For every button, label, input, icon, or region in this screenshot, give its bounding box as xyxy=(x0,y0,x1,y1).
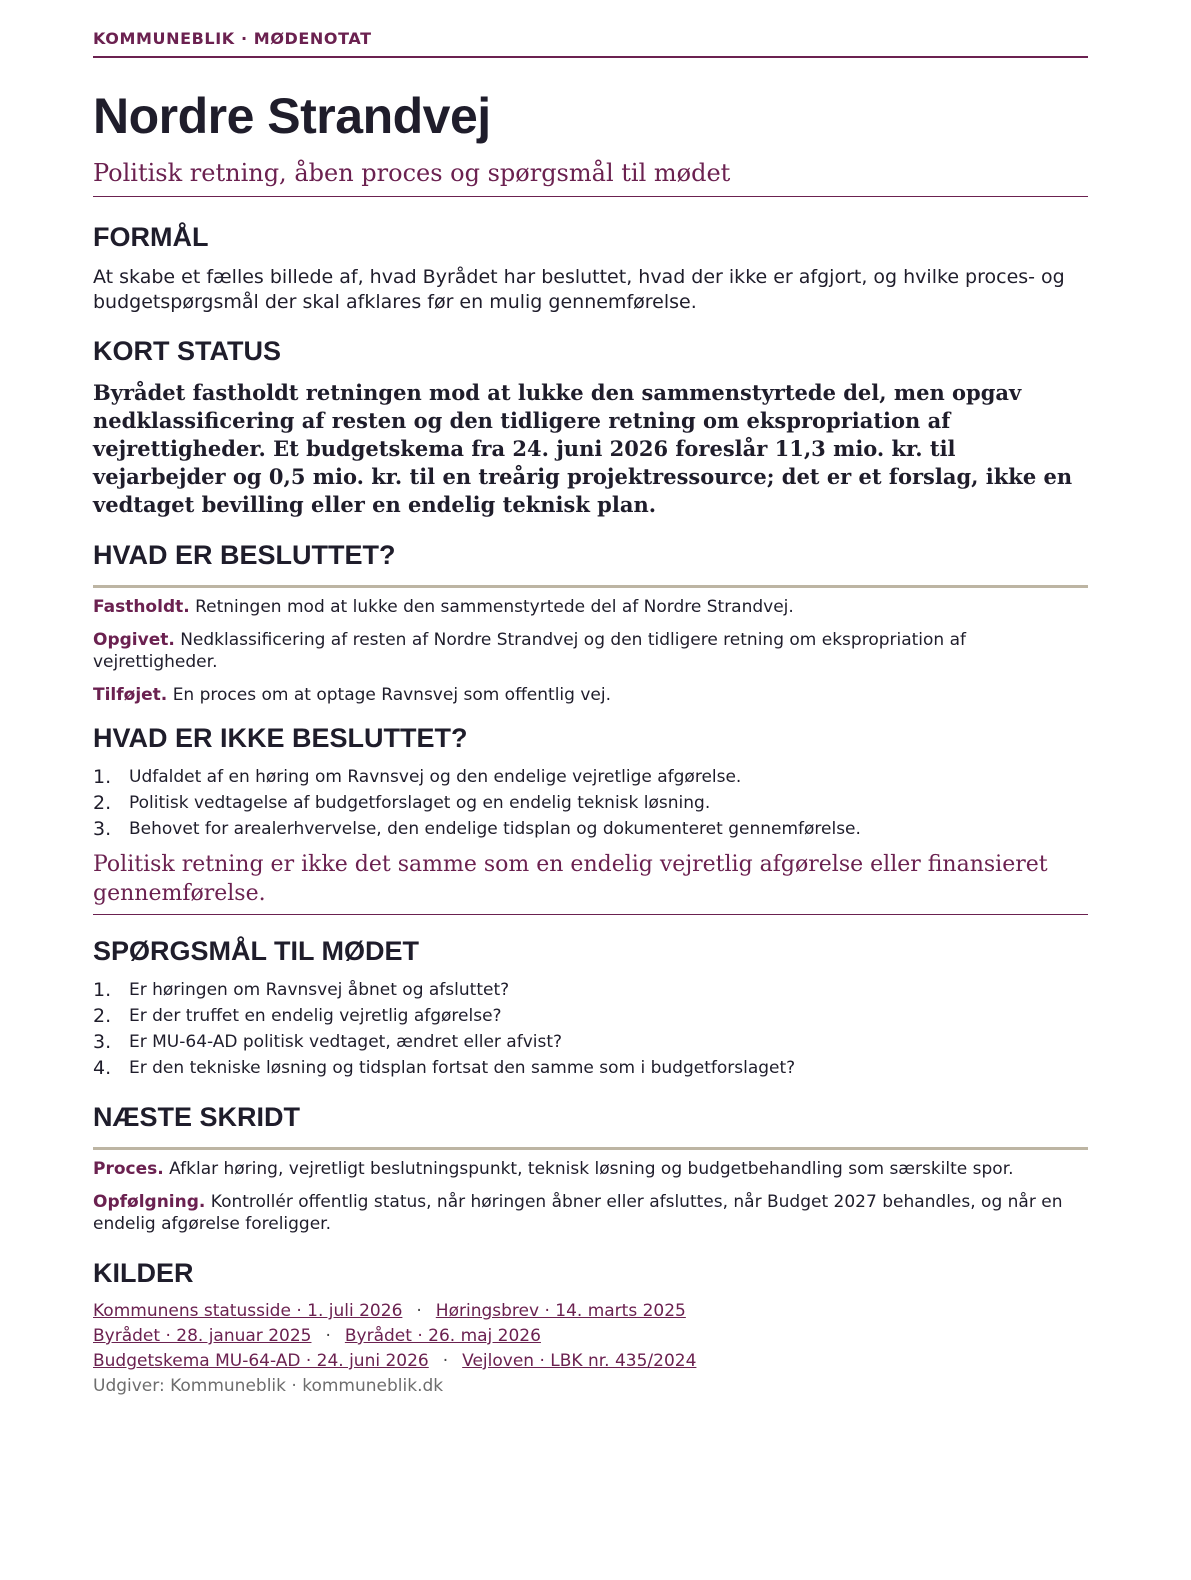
definition-item xyxy=(93,1191,1088,1235)
definition-term: Proces. xyxy=(93,1159,164,1179)
kicker: KOMMUNEBLIK · MØDENOTAT xyxy=(93,29,1088,58)
naeste-skridt-list xyxy=(93,1158,1088,1235)
list-item xyxy=(93,816,1088,842)
definition-item xyxy=(93,1158,1088,1180)
definition-term: Opfølgning. xyxy=(93,1192,206,1212)
source-line xyxy=(93,1299,1088,1324)
list-number: 3. xyxy=(93,1031,112,1053)
definition-text: Kontrollér offentlig status, når høringen åbner eller afsluttes, når Budget 2027 behandles, og når en endelig afgørelse foreligger. xyxy=(93,1192,1063,1234)
list-item xyxy=(93,1003,1088,1029)
source-link[interactable]: Byrådet · 26. maj 2026 xyxy=(344,1326,541,1346)
list-text: Er høringen om Ravnsvej åbnet og afsluttet? xyxy=(129,980,510,1000)
source-link[interactable]: Budgetskema MU-64-AD · 24. juni 2026 xyxy=(93,1351,429,1371)
status-text: Byrådet fastholdt retningen mod at lukke den sammenstyrtede del, men opgav nedklassificering af resten og den tidligere retning om ekspropriation af vejrettigheder. Et budgetskema fra 24. juni 2026 foreslår 11,3 mio. kr. til vejarbejder og 0,5 mio. kr. til en treårig projektressource; det er et forslag, ikke en vedtaget bevilling eller en endelig teknisk plan. xyxy=(93,380,1073,517)
section-heading-naeste-skridt: NÆSTE SKRIDT xyxy=(93,1101,1088,1150)
definition-item xyxy=(93,684,1088,706)
list-text: Udfaldet af en høring om Ravnsvej og den endelige vejretlige afgørelse. xyxy=(129,767,742,787)
list-text: Behovet for arealerhvervelse, den endelige tidsplan og dokumenteret gennemførelse. xyxy=(129,819,861,839)
source-link[interactable]: Vejloven · LBK nr. 435/2024 xyxy=(462,1351,697,1371)
list-text: Er den tekniske løsning og tidsplan fortsat den samme som i budgetforslaget? xyxy=(129,1058,796,1078)
section-heading-sporgsmaal: SPØRGSMÅL TIL MØDET xyxy=(93,936,420,966)
list-item xyxy=(93,764,1088,790)
page-subtitle: Politisk retning, åben proces og spørgsmål til mødet xyxy=(93,158,1088,197)
sporgsmaal-list xyxy=(93,977,1088,1081)
list-item xyxy=(93,977,1088,1003)
definition-text: Afklar høring, vejretligt beslutningspunkt, teknisk løsning og budgetbehandling som særskilte spor. xyxy=(169,1159,1014,1179)
list-number: 2. xyxy=(93,792,112,814)
source-line xyxy=(93,1349,1088,1374)
list-number: 4. xyxy=(93,1057,112,1079)
list-number: 1. xyxy=(93,766,112,788)
page-title: Nordre Strandvej xyxy=(93,88,491,144)
section-heading-ikke-besluttet: HVAD ER IKKE BESLUTTET? xyxy=(93,723,468,753)
source-separator: · xyxy=(416,1301,422,1321)
source-link[interactable]: Byrådet · 28. januar 2025 xyxy=(93,1326,312,1346)
list-number: 3. xyxy=(93,818,112,840)
list-text: Er MU-64-AD politisk vedtaget, ændret eller afvist? xyxy=(129,1032,563,1052)
formaal-text: At skabe et fælles billede af, hvad Byrådet har besluttet, hvad der ikke er afgjort, og hvilke proces- og budgetspørgsmål der skal afklares før en mulig gennemførelse. xyxy=(93,266,1065,313)
callout-note: Politisk retning er ikke det samme som en endelig vejretlig afgørelse eller finansieret gennemførelse. xyxy=(93,850,1088,915)
list-text: Politisk vedtagelse af budgetforslaget og en endelig teknisk løsning. xyxy=(129,793,711,813)
besluttet-list xyxy=(93,596,1088,706)
document xyxy=(93,0,1088,1399)
source-separator: · xyxy=(442,1351,449,1371)
publisher-line: Udgiver: Kommuneblik · kommuneblik.dk xyxy=(93,1376,444,1396)
section-heading-status: KORT STATUS xyxy=(93,336,281,366)
definition-term: Tilføjet. xyxy=(93,685,168,705)
list-item xyxy=(93,1055,1088,1081)
definition-item xyxy=(93,629,1088,673)
ikke-besluttet-list xyxy=(93,764,1088,842)
definition-text: Retningen mod at lukke den sammenstyrtede del af Nordre Strandvej. xyxy=(195,597,794,617)
source-separator: · xyxy=(325,1326,331,1346)
definition-text: En proces om at optage Ravnsvej som offentlig vej. xyxy=(172,685,611,705)
source-link[interactable]: Høringsbrev · 14. marts 2025 xyxy=(435,1301,686,1321)
section-heading-besluttet: HVAD ER BESLUTTET? xyxy=(93,539,1088,588)
sources-list xyxy=(93,1299,1088,1399)
definition-item xyxy=(93,596,1088,618)
definition-term: Fastholdt. xyxy=(93,597,190,617)
list-number: 1. xyxy=(93,979,112,1001)
source-link[interactable]: Kommunens statusside · 1. juli 2026 xyxy=(93,1301,403,1321)
section-heading-formaal: FORMÅL xyxy=(93,222,209,252)
list-number: 2. xyxy=(93,1005,112,1027)
list-item xyxy=(93,1029,1088,1055)
definition-term: Opgivet. xyxy=(93,630,175,650)
source-line xyxy=(93,1324,1088,1349)
section-heading-kilder: KILDER xyxy=(93,1258,194,1288)
list-text: Er der truffet en endelig vejretlig afgørelse? xyxy=(129,1006,502,1026)
definition-text: Nedklassificering af resten af Nordre Strandvej og den tidligere retning om ekspropriation af vejrettigheder. xyxy=(93,630,967,672)
list-item xyxy=(93,790,1088,816)
